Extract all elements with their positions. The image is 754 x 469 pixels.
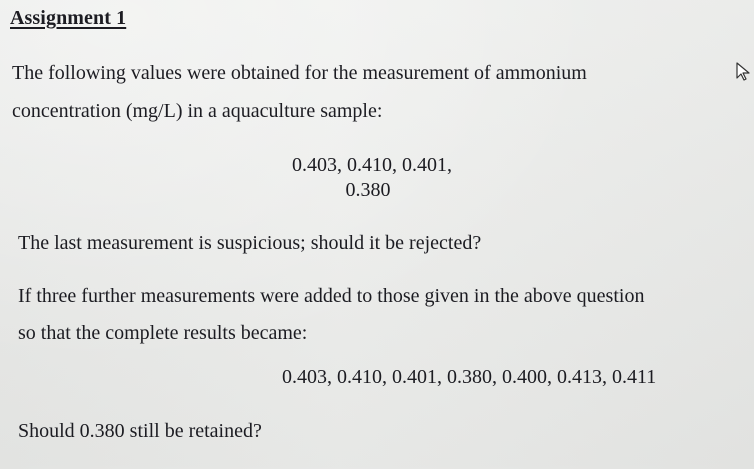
paragraph-2-line-2: so that the complete results became: [18,322,308,344]
values-full-list: 0.403, 0.410, 0.401, 0.380, 0.400, 0.413, 0.411 [282,366,657,388]
intro-line-2: concentration (mg/L) in a aquaculture sample: [12,100,383,122]
pointer-arrow-icon [735,62,751,82]
question-1: The last measurement is suspicious; should it be rejected? [18,232,482,254]
intro-line-1: The following values were obtained for the measurement of ammonium [12,62,587,84]
paragraph-2-line-1: If three further measurements were added to those given in the above question [18,285,645,307]
values-line-1: 0.403, 0.410, 0.401, [292,154,452,176]
question-2: Should 0.380 still be retained? [18,420,262,442]
slide-title: Assignment 1 [10,7,127,29]
values-line-2: 0.380 [345,179,391,201]
